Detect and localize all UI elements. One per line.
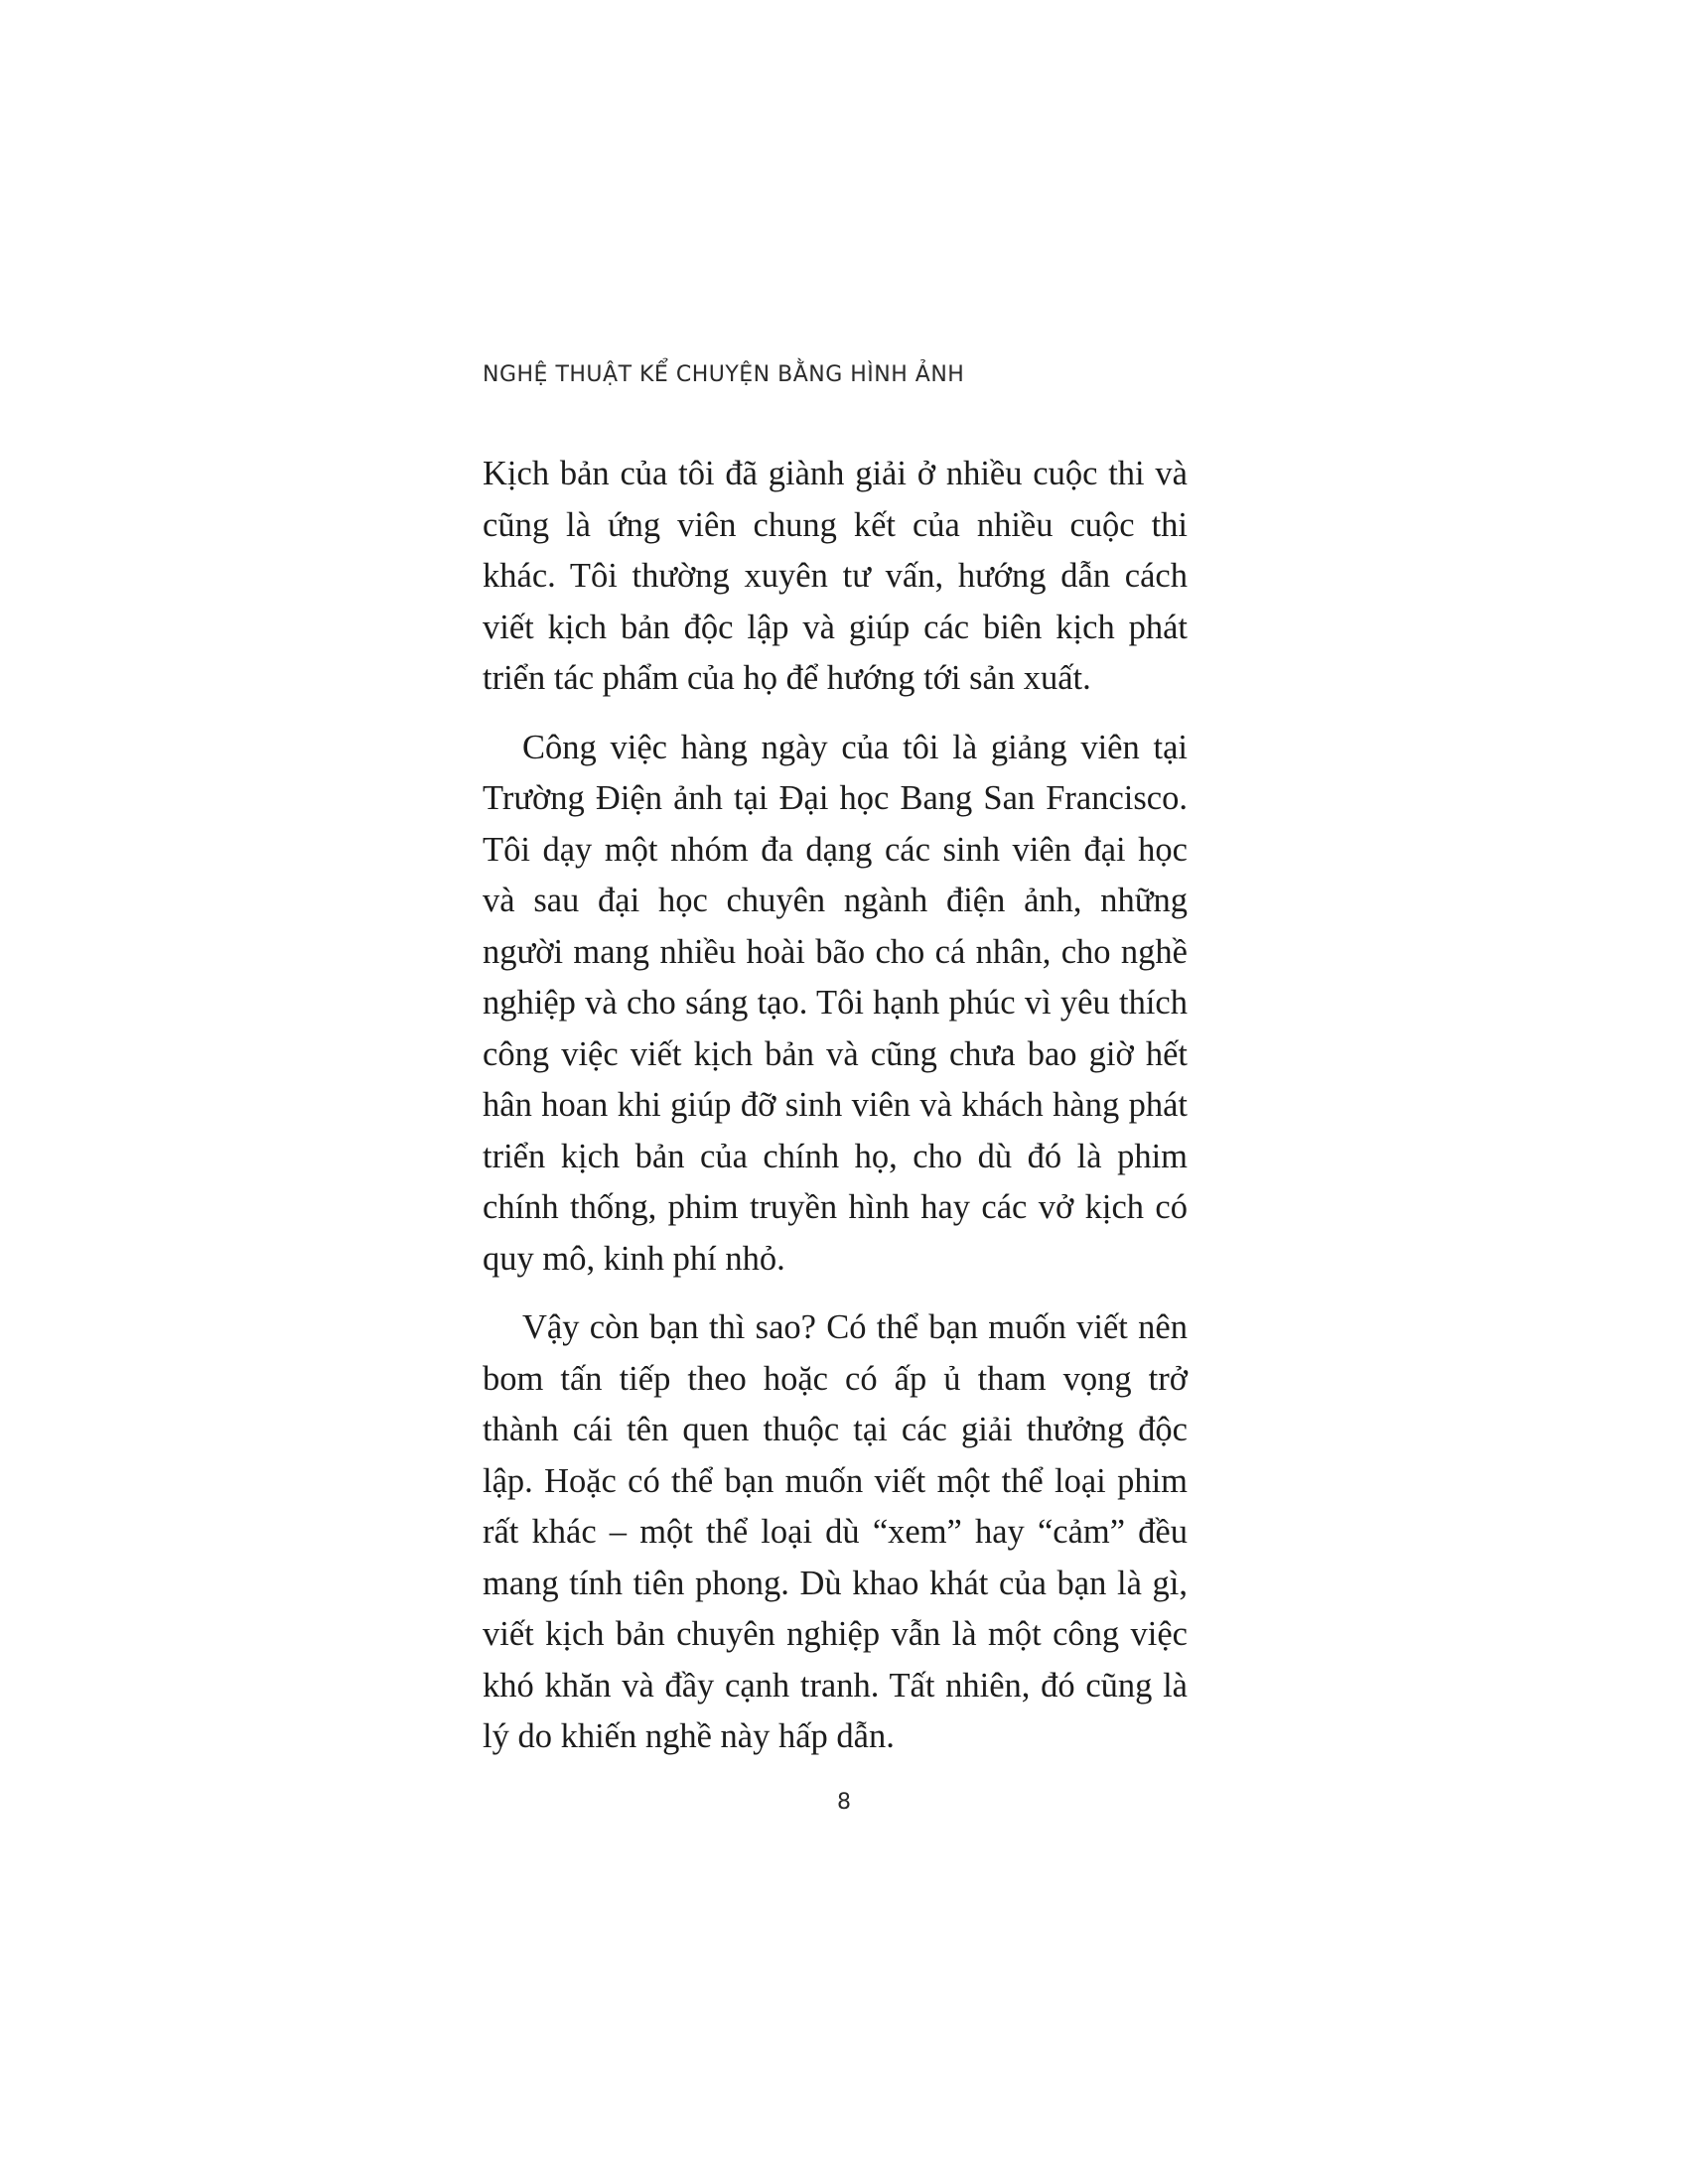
paragraph: Công việc hàng ngày của tôi là giảng viên tại Trường Điện ảnh tại Đại học Bang San Francisco. Tôi dạy một nhóm đa dạng các sinh viên đại học và sau đại học chuyên ngành điện ảnh, những người mang nhiều hoài bão cho cá nhân, cho nghề nghiệp và cho sáng tạo. Tôi hạnh phúc vì yêu thích công việc viết kịch bản và cũng chưa bao giờ hết hân hoan khi giúp đỡ sinh viên và khách hàng phát triển kịch bản của chính họ, cho dù đó là phim chính thống, phim truyền hình hay các vở kịch có quy mô, kinh phí nhỏ. bbox=[483, 728, 1188, 1278]
body-text bbox=[483, 449, 1188, 1781]
paragraph: Vậy còn bạn thì sao? Có thể bạn muốn viết nên bom tấn tiếp theo hoặc có ấp ủ tham vọng trở thành cái tên quen thuộc tại các giải thưởng độc lập. Hoặc có thể bạn muốn viết một thể loại phim rất khác – một thể loại dù “xem” hay “cảm” đều mang tính tiên phong. Dù khao khát của bạn là gì, viết kịch bản chuyên nghiệp vẫn là một công việc khó khăn và đầy cạnh tranh. Tất nhiên, đó cũng là lý do khiến nghề này hấp dẫn. bbox=[483, 1308, 1188, 1755]
page-number: 8 bbox=[837, 1790, 851, 1815]
paragraph: Kịch bản của tôi đã giành giải ở nhiều cuộc thi và cũng là ứng viên chung kết của nhiều cuộc thi khác. Tôi thường xuyên tư vấn, hướng dẫn cách viết kịch bản độc lập và giúp các biên kịch phát triển tác phẩm của họ để hướng tới sản xuất. bbox=[483, 455, 1188, 697]
running-header: NGHỆ THUẬT KỂ CHUYỆN BẰNG HÌNH ẢNH bbox=[483, 362, 965, 387]
